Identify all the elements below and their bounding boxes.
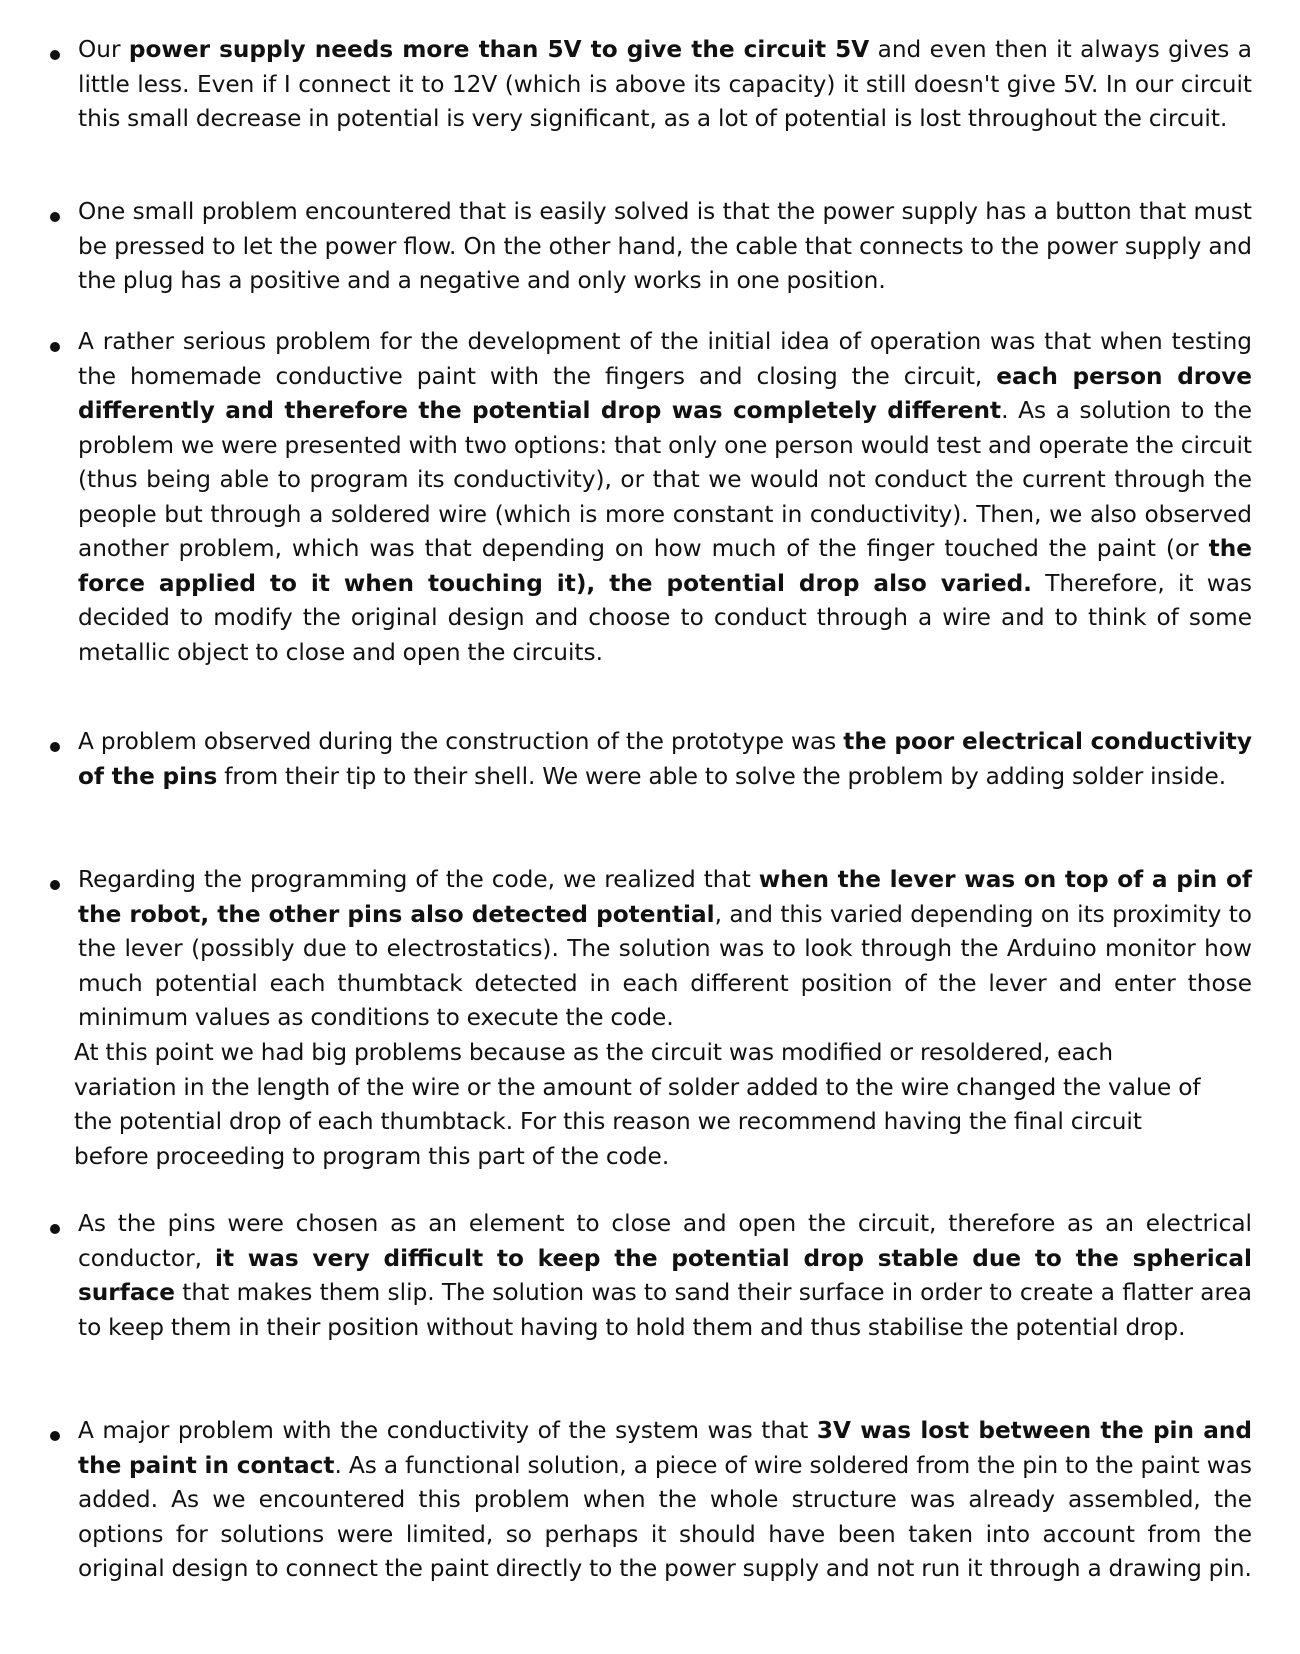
paragraph: [78, 195, 1252, 299]
bullet-icon: [50, 742, 60, 752]
list-item: [78, 33, 1252, 137]
bold-text-run: the poor electrical conductivity of the pins: [78, 728, 1252, 790]
text-run: that makes them slip. The solution was to sand their surface in order to create a flatter area to keep them in their position without having to hold them and thus stabilise the potential drop.: [78, 1279, 1252, 1341]
bold-text-run: 3V was lost between the pin and the paint in contact: [78, 1417, 1252, 1479]
text-run: Regarding the programming of the code, we realized that: [78, 866, 759, 893]
bold-text-run: the force applied to it when touching it), the potential drop also varied.: [78, 535, 1252, 597]
list-item: [78, 195, 1252, 299]
text-run: A major problem with the conductivity of the system was that: [78, 1417, 817, 1444]
bullet-icon: [50, 50, 60, 60]
list-item: [78, 863, 1252, 1036]
text-run: , and this varied depending on its proximity to the lever (possibly due to electrostatics). The solution was to look through the Arduino monitor how much potential each thumbtack detected in each different position of the lever and enter those minimum values as conditions to execute the code.: [78, 900, 1252, 1031]
bullet-icon: [50, 880, 60, 890]
text-run: from their tip to their shell. We were able to solve the problem by adding solder inside.: [217, 762, 1227, 790]
bold-text-run: power supply needs more than 5V to give the circuit 5V: [128, 36, 870, 63]
bold-text-run: when the lever was on top of a pin of the robot, the other pins also detected potential: [78, 866, 1252, 928]
paragraph: [78, 725, 1252, 794]
bullet-icon: [50, 1224, 60, 1234]
text-run: and even then it always gives a little less. Even if I connect it to 12V (which is above its capacity) it still doesn't give 5V. In our circuit this small decrease in potential is very significant, as a lot of potential is lost throughout the circuit.: [78, 36, 1252, 132]
bold-text-run: it was very difficult to keep the potential drop stable due to the spherical surface: [78, 1244, 1252, 1306]
continuation-paragraph: At this point we had big problems because as the circuit was modified or resoldered, each variation in the length of the wire or the amount of solder added to the wire changed the value of the potential drop of each thumbtack. For this reason we recommend having the final circuit before proceeding to program this part of the code.: [74, 1039, 1201, 1170]
text-run: Our: [78, 36, 129, 63]
list-item: [78, 325, 1252, 670]
text-run: A rather serious problem for the development of the initial idea of operation was that when testing the homemade conductive paint with the fingers and closing the circuit,: [78, 328, 1252, 390]
bullet-icon: [50, 212, 60, 222]
list-item: [78, 1207, 1252, 1345]
list-item: [78, 725, 1252, 794]
bullet-icon: [50, 342, 60, 352]
paragraph: [78, 325, 1252, 670]
bold-text-run: each person drove differently and therefore the potential drop was completely different: [78, 362, 1252, 424]
text-run: . As a solution to the problem we were presented with two options: that only one person would test and operate the circuit (thus being able to program its conductivity), or that we would not conduct the current through the people but through a soldered wire (which is more constant in conductivity). Then, we also observed another problem, which was that depending on how much of the finger touched the paint (or: [78, 397, 1252, 562]
paragraph: [78, 1414, 1252, 1587]
paragraph: [78, 33, 1252, 137]
text-run: A problem observed during the construction of the prototype was: [78, 728, 844, 755]
text-run: Therefore, it was decided to modify the original design and choose to conduct through a wire and to think of some metallic object to close and open the circuits.: [78, 569, 1252, 666]
paragraph: [78, 1207, 1252, 1345]
bullet-icon: [50, 1431, 60, 1441]
list-item: [78, 1414, 1252, 1587]
text-run: As the pins were chosen as an element to close and open the circuit, therefore as an electrical conductor,: [78, 1210, 1252, 1272]
text-run: . As a functional solution, a piece of wire soldered from the pin to the paint was added. As we encountered this problem when the whole structure was already assembled, the options for solutions were limited, so perhaps it should have been taken into account from the original design to connect the paint directly to the power supply and not run it through a drawing pin.: [78, 1451, 1252, 1582]
paragraph: [78, 863, 1252, 1036]
text-run: One small problem encountered that is easily solved is that the power supply has a button that must be pressed to let the power flow. On the other hand, the cable that connects to the power supply and the plug has a positive and a negative and only works in one position.: [78, 198, 1252, 294]
